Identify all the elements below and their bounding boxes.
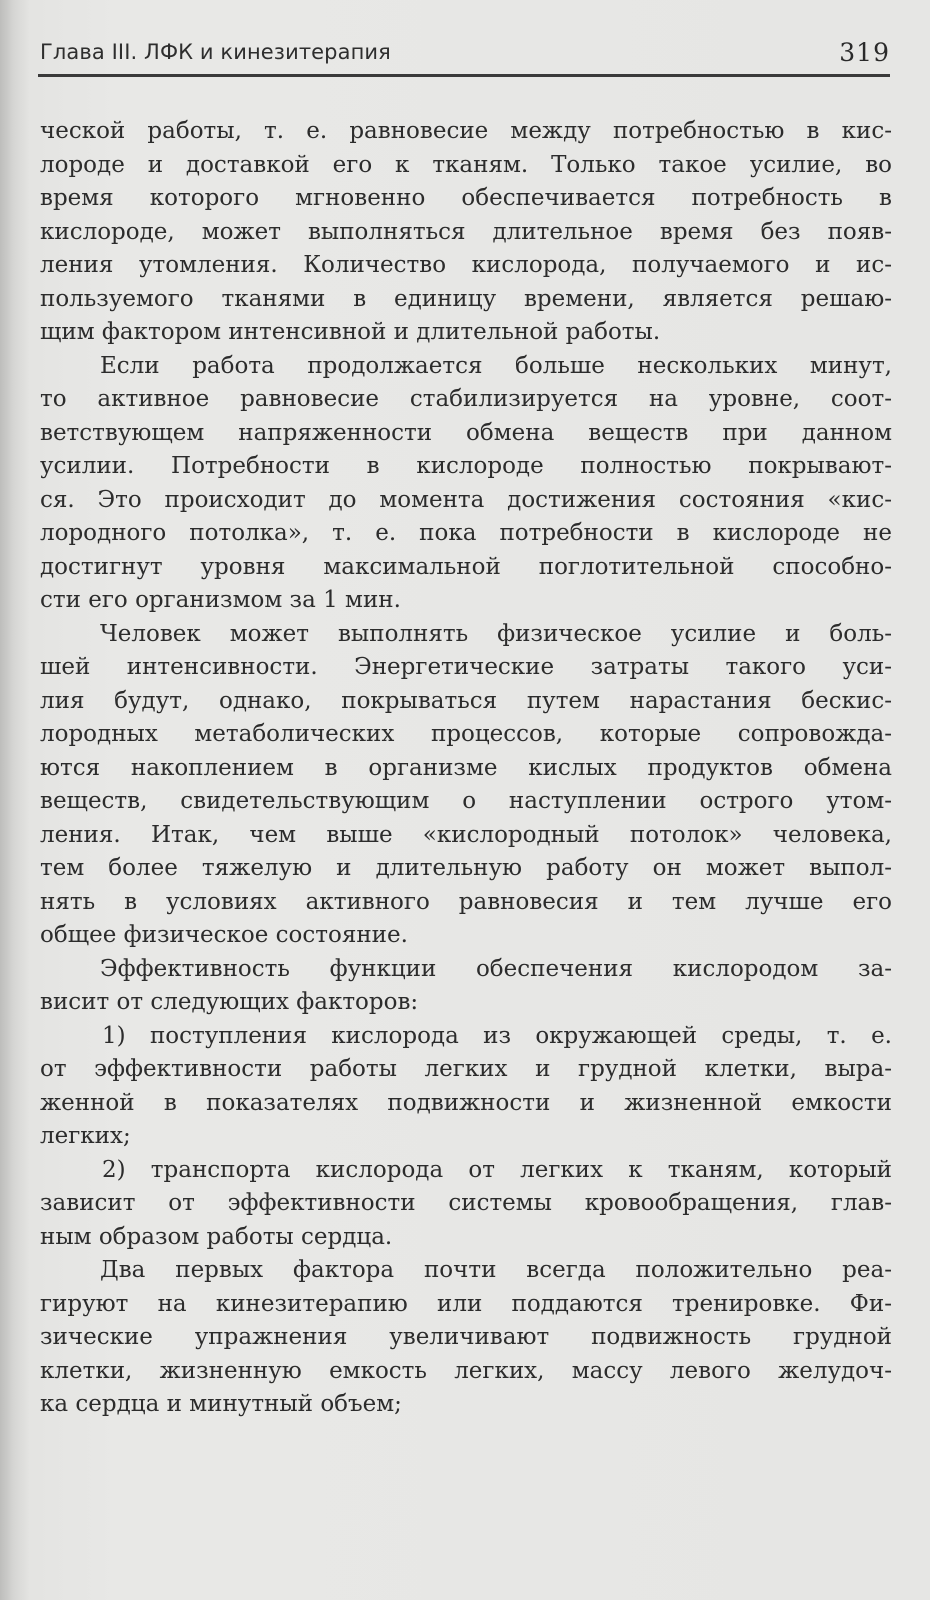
text-line: ветствующем напряженности обмена веществ при данном xyxy=(40,419,892,446)
text-line: лороде и доставкой его к тканям. Только такое усилие, во xyxy=(40,151,892,178)
text-line: время которого мгновенно обеспечивается потребность в xyxy=(40,185,892,211)
text-line: ления. Итак, чем выше «кислородный потолок» человека, xyxy=(40,821,892,848)
text-line: лия будут, однако, покрываться путем нарастания бескис- xyxy=(40,687,892,714)
text-line: шей интенсивности. Энергетические затраты такого уси- xyxy=(40,654,892,680)
text-line: ным образом работы сердца. xyxy=(40,1223,393,1250)
list-item-line: 2) транспорта кислорода от легких к тканям, который xyxy=(102,1156,892,1183)
text-line: щим фактором интенсивной и длительной работы. xyxy=(40,319,661,345)
list-item-line: 1) поступления кислорода из окружающей среды, т. е. xyxy=(102,1022,892,1049)
text-line: легких; xyxy=(40,1123,131,1149)
text-line: висит от следующих факторов: xyxy=(40,989,419,1015)
text-line: достигнут уровня максимальной поглотительной способно- xyxy=(40,553,892,580)
text-line: тем более тяжелую и длительную работу он может выпол- xyxy=(40,855,892,881)
text-line: ются накоплением в организме кислых продуктов обмена xyxy=(40,754,892,781)
text-line: нять в условиях активного равновесия и тем лучше его xyxy=(40,888,892,915)
text-line: от эффективности работы легких и грудной клетки, выра- xyxy=(40,1056,892,1082)
text-line: ка сердца и минутный объем; xyxy=(40,1391,402,1417)
text-line: ления утомления. Количество кислорода, получаемого и ис- xyxy=(40,252,892,278)
text-line: Человек может выполнять физическое усилие и боль- xyxy=(100,620,892,647)
text-line: Эффективность функции обеспечения кислородом за- xyxy=(100,955,892,982)
running-head xyxy=(40,40,890,74)
text-line: сти его организмом за 1 мин. xyxy=(40,587,401,613)
page-number: 319 xyxy=(839,38,890,67)
text-line: зические упражнения увеличивают подвижность грудной xyxy=(40,1324,892,1350)
text-line: то активное равновесие стабилизируется на уровне, соот- xyxy=(40,386,892,412)
text-line: ческой работы, т. е. равновесие между потребностью в кис- xyxy=(40,118,892,144)
text-line: усилии. Потребности в кислороде полностью покрывают- xyxy=(40,453,892,479)
text-line: зависит от эффективности системы кровообращения, глав- xyxy=(40,1190,892,1216)
text-line: общее физическое состояние. xyxy=(40,922,408,948)
text-line: веществ, свидетельствующим о наступлении острого утом- xyxy=(40,788,892,814)
text-line: пользуемого тканями в единицу времени, является решаю- xyxy=(40,285,892,312)
text-line: женной в показателях подвижности и жизненной емкости xyxy=(40,1089,892,1116)
text-line: лородных метаболических процессов, которые сопровожда- xyxy=(40,721,892,747)
chapter-title: Глава III. ЛФК и кинезитерапия xyxy=(40,40,391,64)
text-line: ся. Это происходит до момента достижения состояния «кис- xyxy=(40,486,892,513)
body-text xyxy=(40,115,892,1422)
text-line: гируют на кинезитерапию или поддаются тренировке. Фи- xyxy=(40,1290,892,1317)
text-line: Если работа продолжается больше нескольких минут, xyxy=(100,352,892,379)
header-rule xyxy=(38,74,890,77)
text-line: клетки, жизненную емкость легких, массу левого желудоч- xyxy=(40,1357,892,1384)
text-line: кислороде, может выполняться длительное время без появ- xyxy=(40,218,892,245)
text-line: лородного потолка», т. е. пока потребности в кислороде не xyxy=(40,520,892,546)
text-line: Два первых фактора почти всегда положительно реа- xyxy=(100,1257,892,1283)
